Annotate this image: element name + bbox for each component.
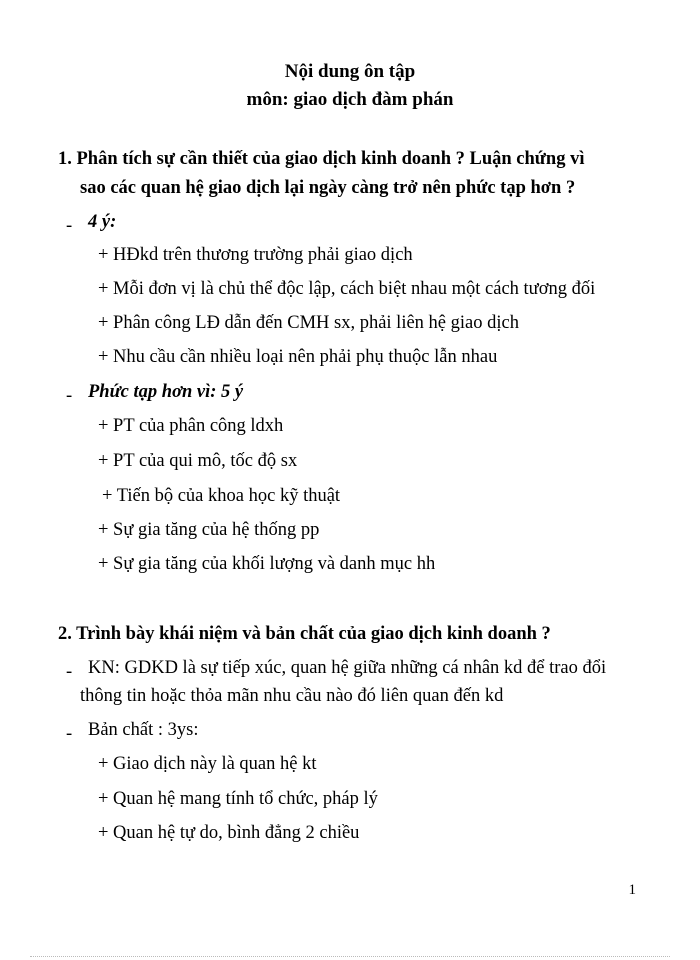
page-bottom-divider [30, 956, 670, 957]
bullet-heading-phuc-tap: Phức tạp hơn vì: 5 ý [88, 382, 244, 402]
bullet-marker: - [66, 216, 73, 236]
question-1-line-1: 1. Phân tích sự cần thiết của giao dịch kinh doanh ? Luận chứng vì [58, 149, 585, 169]
definition-line-2: thông tin hoặc thỏa mãn nhu cầu nào đó liên quan đến kd [80, 686, 504, 706]
list-item: + PT của phân công ldxh [98, 416, 284, 436]
list-item: + Sự gia tăng của khối lượng và danh mục hh [98, 554, 436, 574]
list-item: + Nhu cầu cần nhiều loại nên phải phụ thuộc lẫn nhau [98, 347, 498, 367]
question-2-line-1: 2. Trình bày khái niệm và bản chất của giao dịch kinh doanh ? [58, 624, 551, 644]
definition-line-1: KN: GDKD là sự tiếp xúc, quan hệ giữa những cá nhân kd để trao đổi [88, 658, 607, 678]
bullet-heading-4-y: 4 ý: [88, 212, 117, 232]
list-item: + Quan hệ tự do, bình đẳng 2 chiều [98, 823, 360, 843]
page-number: 1 [628, 882, 636, 898]
list-item: + Tiến bộ của khoa học kỹ thuật [102, 486, 341, 506]
document-title-line-1: Nội dung ôn tập [284, 61, 416, 82]
list-item: + Sự gia tăng của hệ thống pp [98, 520, 320, 540]
list-item: + Phân công LĐ dẫn đến CMH sx, phải liên hệ giao dịch [98, 313, 519, 333]
list-item: + Mỗi đơn vị là chủ thể độc lập, cách biệt nhau một cách tương đối [98, 279, 596, 299]
document-title-line-2: môn: giao dịch đàm phán [246, 89, 454, 110]
bullet-marker: - [66, 662, 73, 682]
question-1-line-2: sao các quan hệ giao dịch lại ngày càng trở nên phức tạp hơn ? [80, 178, 576, 198]
bullet-heading-ban-chat: Bản chất : 3ys: [88, 720, 199, 740]
bullet-marker: - [66, 724, 73, 744]
bullet-marker: - [66, 386, 73, 406]
list-item: + Quan hệ mang tính tổ chức, pháp lý [98, 789, 378, 809]
list-item: + Giao dịch này là quan hệ kt [98, 754, 317, 774]
list-item: + PT của qui mô, tốc độ sx [98, 451, 298, 471]
list-item: + HĐkd trên thương trường phải giao dịch [98, 245, 413, 265]
